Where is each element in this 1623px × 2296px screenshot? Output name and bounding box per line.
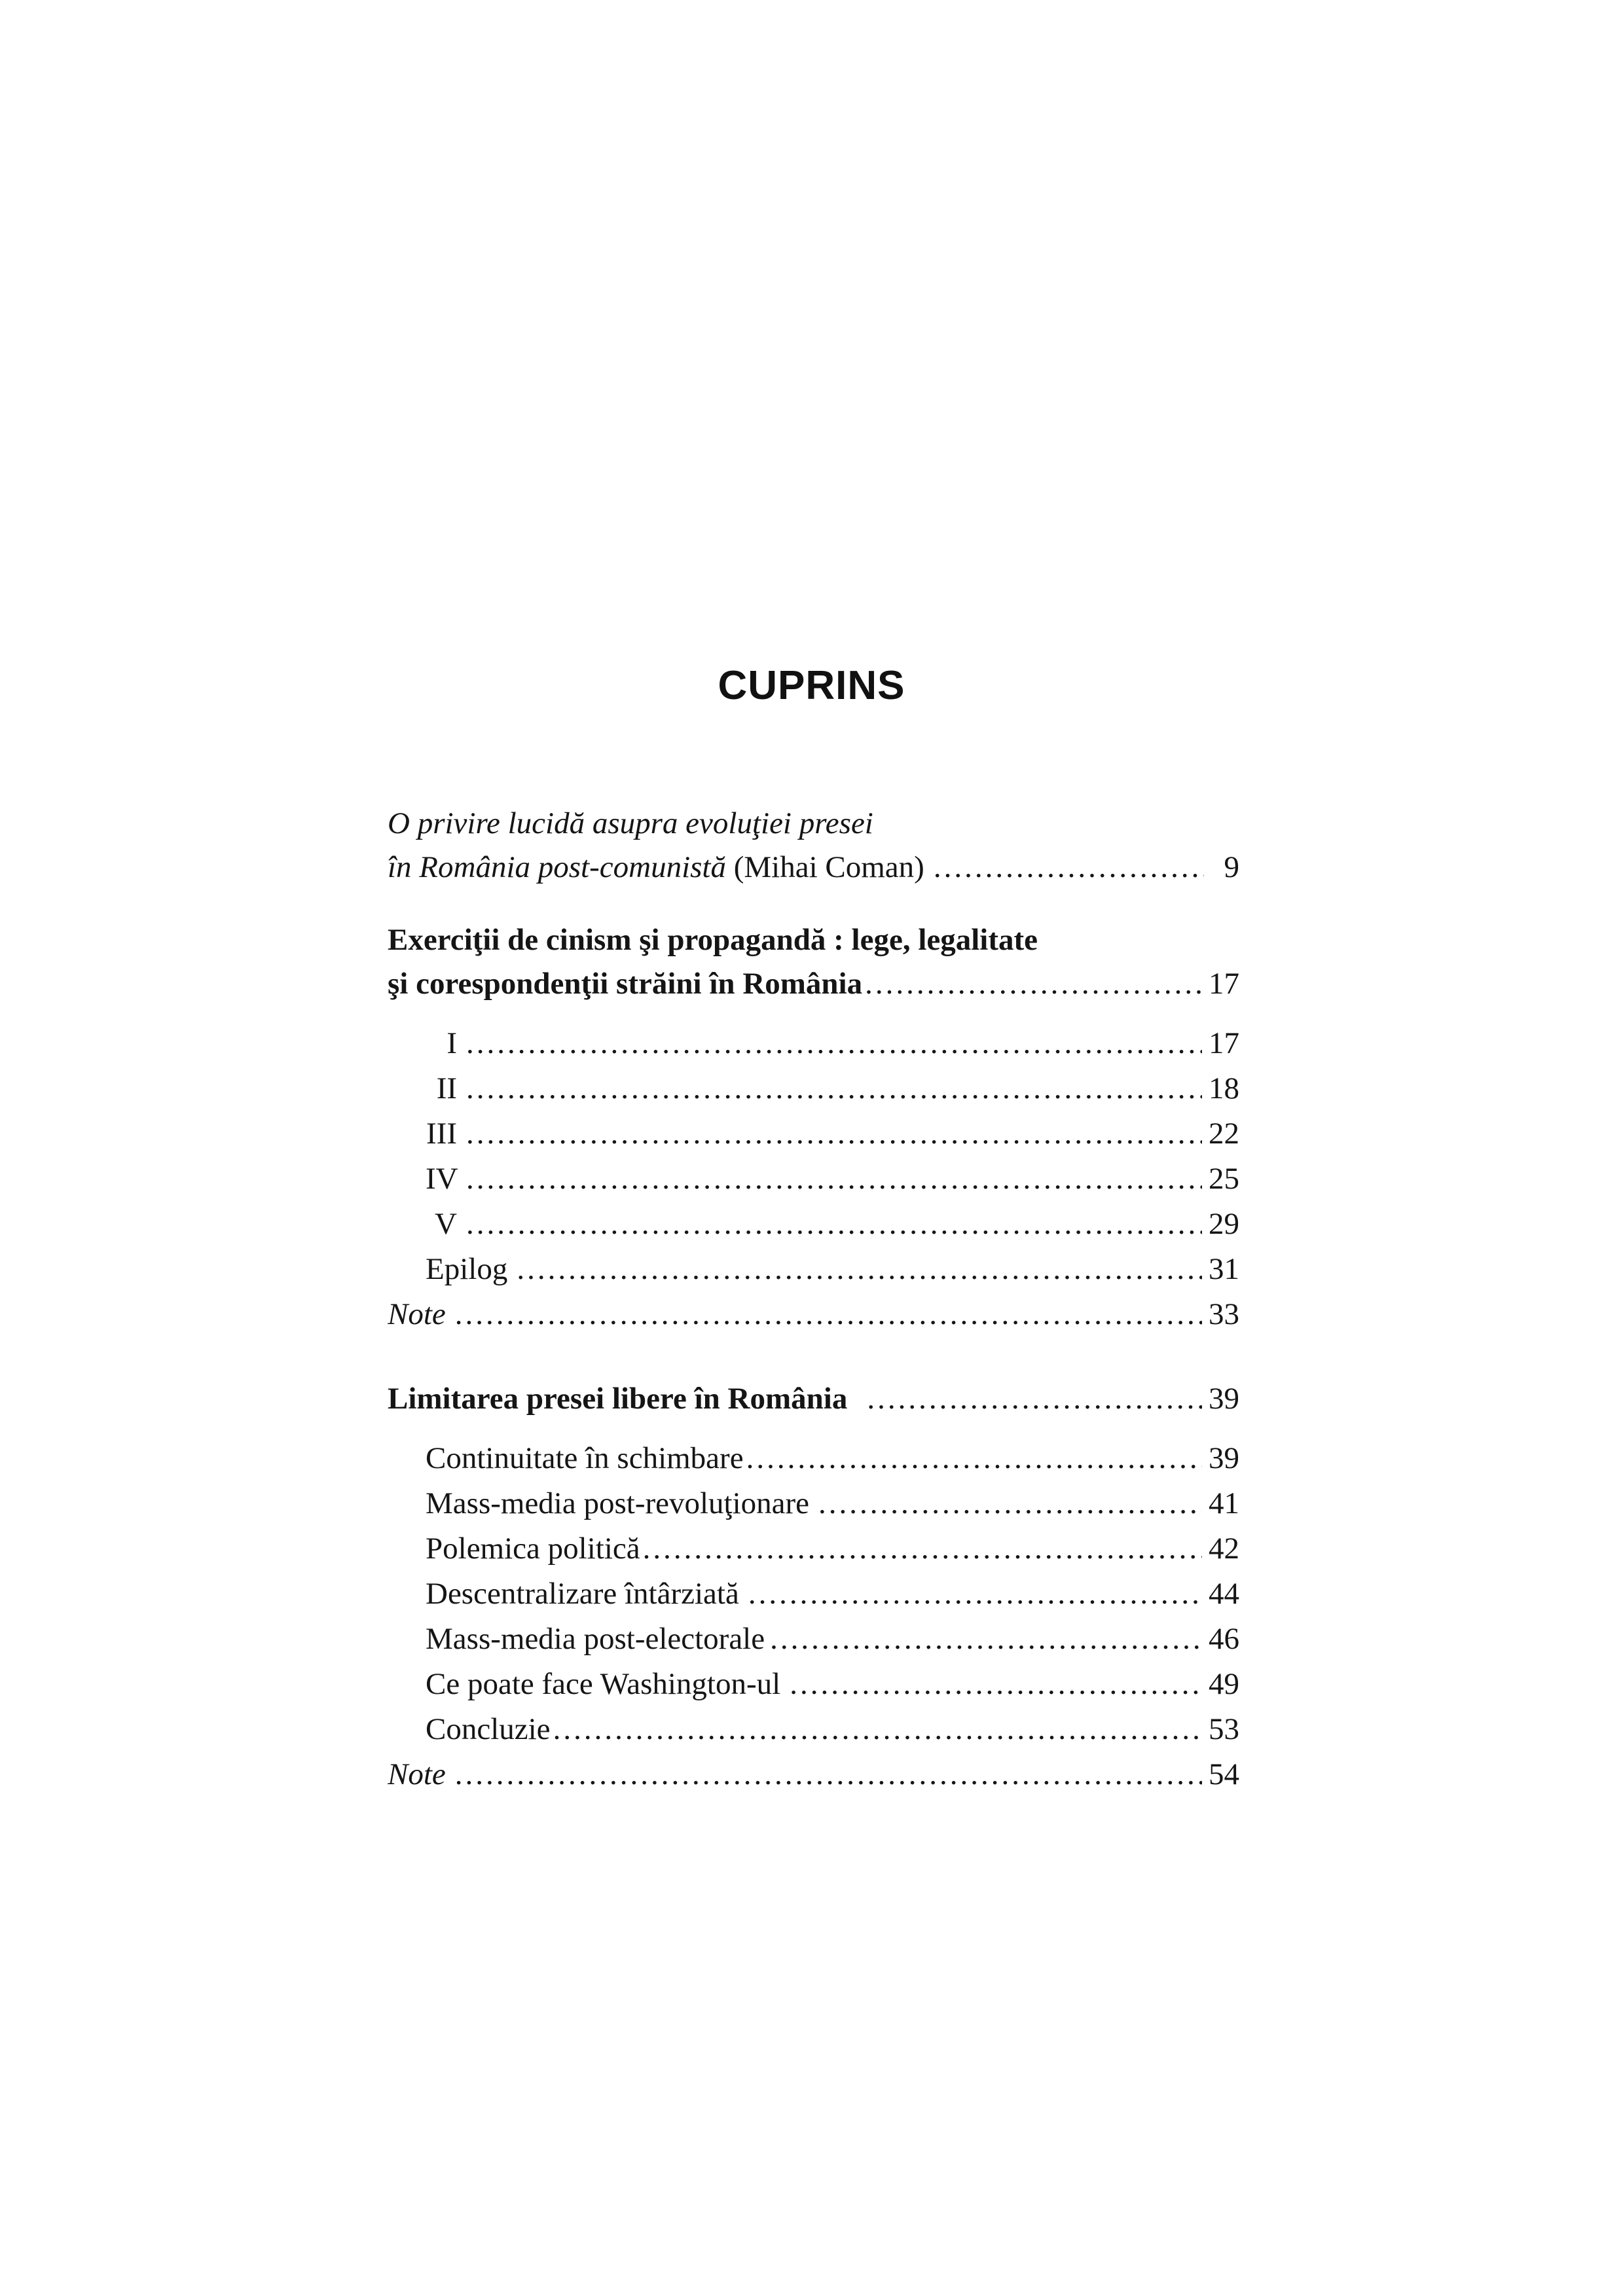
dot-leader — [466, 1022, 1202, 1064]
dot-leader — [466, 1067, 1202, 1109]
dot-leader — [934, 846, 1204, 888]
toc-item-label: Note — [388, 1297, 446, 1331]
toc-page-number: 17 — [1209, 1026, 1239, 1060]
toc-page-number: 22 — [1209, 1117, 1239, 1151]
toc-section-title: Limitarea presei libere în România — [388, 1382, 848, 1416]
toc-page-number: 42 — [1209, 1532, 1239, 1566]
toc-item[interactable] — [426, 1482, 1239, 1524]
toc-page-number: 18 — [1209, 1071, 1239, 1105]
toc-entry-intro[interactable] — [388, 846, 1239, 888]
toc-item[interactable] — [426, 1067, 1239, 1109]
toc-item[interactable] — [426, 1618, 1239, 1660]
toc-item-epilog[interactable] — [426, 1248, 1239, 1290]
dot-leader — [553, 1708, 1202, 1750]
toc-item-label: Mass-media post-electorale — [426, 1622, 765, 1656]
toc-page-number: 54 — [1209, 1757, 1239, 1791]
dot-leader — [867, 1378, 1202, 1420]
toc-section1[interactable] — [388, 963, 1239, 1005]
dot-leader — [748, 1573, 1202, 1615]
toc-item-label: Note — [388, 1757, 446, 1791]
toc-item[interactable] — [426, 1203, 1239, 1245]
toc-page-number: 31 — [1209, 1252, 1239, 1286]
toc-entry-author: (Mihai Coman) — [733, 850, 924, 884]
toc-item[interactable] — [426, 1022, 1239, 1064]
toc-section1-line1 — [388, 919, 1239, 961]
toc-entry-label: O privire lucidă asupra evoluţiei presei — [388, 806, 873, 840]
toc-page-number: 39 — [1209, 1441, 1239, 1475]
toc-item-label: I — [447, 1026, 457, 1060]
dot-leader — [643, 1528, 1202, 1570]
dot-leader — [770, 1618, 1202, 1660]
toc-item[interactable] — [426, 1528, 1239, 1570]
toc-item-label: Descentralizare întârziată — [426, 1577, 739, 1611]
toc-page-number: 39 — [1209, 1382, 1239, 1416]
dot-leader — [818, 1482, 1202, 1524]
dot-leader — [865, 963, 1202, 1005]
toc-item-label: Concluzie — [426, 1712, 551, 1746]
toc-page-number: 49 — [1209, 1667, 1239, 1701]
toc-page-number: 29 — [1209, 1207, 1239, 1241]
toc-page-number: 41 — [1209, 1486, 1239, 1520]
toc-section-title: Exerciţii de cinism şi propagandă : lege, legalitate — [388, 923, 1038, 957]
toc-section2[interactable] — [388, 1378, 1239, 1420]
toc-item[interactable] — [426, 1437, 1239, 1479]
page-title: CUPRINS — [718, 663, 905, 708]
toc-item[interactable] — [426, 1573, 1239, 1615]
dot-leader — [790, 1663, 1202, 1705]
toc-item-label: IV — [426, 1162, 458, 1196]
toc-section-title: şi corespondenţii străini în România — [388, 967, 863, 1001]
dot-leader — [466, 1113, 1202, 1155]
toc-item-label: V — [435, 1207, 457, 1241]
dot-leader — [466, 1158, 1202, 1200]
toc-item-note[interactable] — [388, 1753, 1239, 1795]
toc-item-label: Epilog — [426, 1252, 508, 1286]
toc-item[interactable] — [426, 1663, 1239, 1705]
toc-item-label: Mass-media post-revoluţionare — [426, 1486, 810, 1520]
toc-item[interactable] — [426, 1708, 1239, 1750]
dot-leader — [517, 1248, 1202, 1290]
dot-leader — [455, 1753, 1202, 1795]
toc-item-note[interactable] — [388, 1293, 1239, 1335]
toc-entry-title: în România post-comunistă — [388, 850, 726, 884]
toc-item-label: Continuitate în schimbare — [426, 1441, 744, 1475]
toc-page-number: 44 — [1209, 1577, 1239, 1611]
toc-page-number: 25 — [1209, 1162, 1239, 1196]
toc-item-label: II — [436, 1071, 457, 1105]
toc-item[interactable] — [426, 1158, 1239, 1200]
toc-page-number: 46 — [1209, 1622, 1239, 1656]
toc-item[interactable] — [426, 1113, 1239, 1155]
toc-item-label: III — [426, 1117, 457, 1151]
toc-item-label: Ce poate face Washington-ul — [426, 1667, 781, 1701]
dot-leader — [455, 1293, 1202, 1335]
toc-entry-intro-line1 — [388, 802, 1239, 844]
toc-item-label: Polemica politică — [426, 1532, 640, 1566]
toc-page-number: 53 — [1209, 1712, 1239, 1746]
toc-page-number: 9 — [1224, 850, 1239, 884]
toc-page-number: 17 — [1209, 967, 1239, 1001]
dot-leader — [746, 1437, 1202, 1479]
dot-leader — [466, 1203, 1202, 1245]
toc-entry-label — [388, 846, 924, 888]
toc-page-number: 33 — [1209, 1297, 1239, 1331]
